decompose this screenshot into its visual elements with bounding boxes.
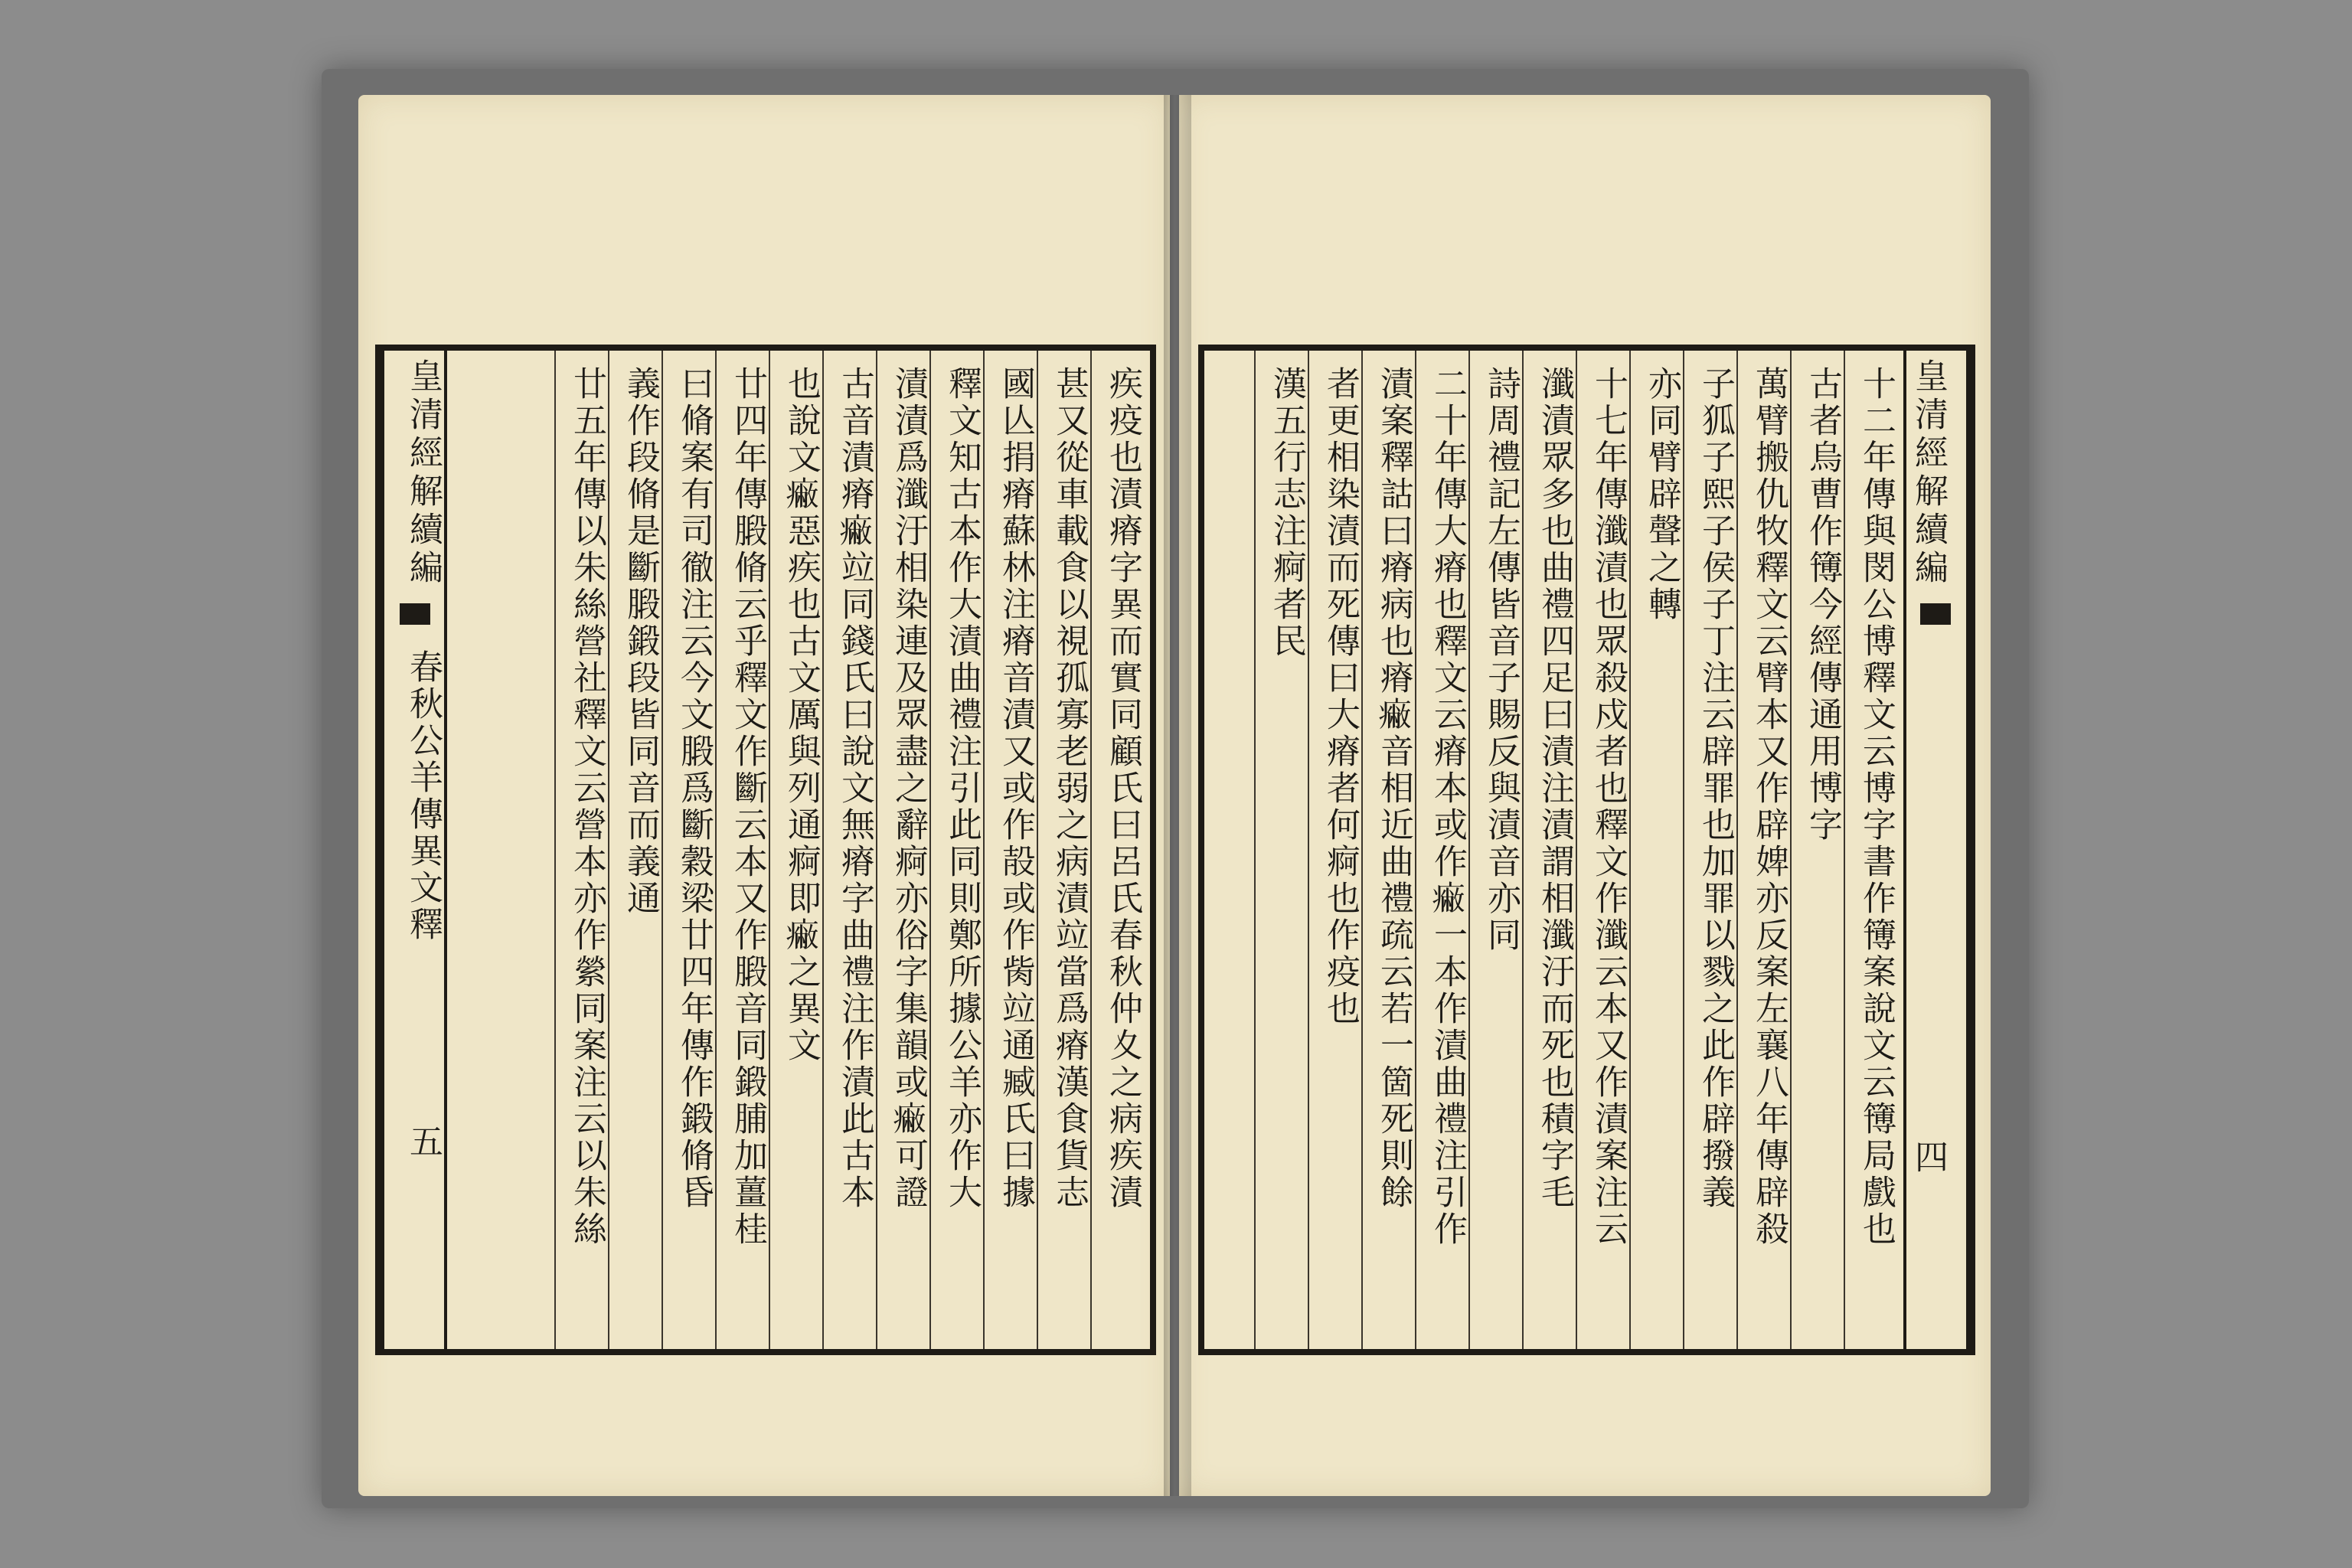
text-column: 十二年傳與閔公博釋文云博字書作簙案說文云簙局戲也 (1857, 366, 1896, 1248)
text-column: 也說文𤺓惡疾也古文厲與列通痾即𤺓之異文 (782, 366, 821, 1064)
column-rule (1037, 351, 1038, 1349)
column-rule (1736, 351, 1738, 1349)
text-column: 漬案釋詁曰瘠病也瘠𤺓音相近曲禮疏云若一箇死則餘 (1374, 366, 1413, 1211)
right-page-margin-column (1903, 351, 1969, 1349)
text-column: 甚又從車載食以視孤寡老弱之病漬竝當爲瘠漢食貨志 (1050, 366, 1089, 1211)
column-rule (1576, 351, 1577, 1349)
column-rule (1629, 351, 1631, 1349)
column-rule (1468, 351, 1470, 1349)
column-rule (822, 351, 824, 1349)
text-column: 曰脩案有司徹注云今文腶爲斷穀梁廿四年傳作鍛脩昏 (675, 366, 714, 1211)
text-column: 廿四年傳腶脩云乎釋文作斷云本又作腶音同鍛脯加薑桂 (728, 366, 767, 1248)
text-column: 十七年傳瀸漬也眾殺戍者也釋文作瀸云本又作漬案注云 (1589, 366, 1628, 1248)
column-rule (983, 351, 985, 1349)
column-rule (769, 351, 770, 1349)
column-rule (554, 351, 556, 1349)
book-gutter (1164, 95, 1191, 1496)
column-rule (608, 351, 609, 1349)
column-rule (1415, 351, 1416, 1349)
column-rule (715, 351, 717, 1349)
text-column: 國亾捐瘠蘇林注瘠音漬又或作㱿或作胔竝通臧氏曰據 (996, 366, 1035, 1211)
text-column: 疾疫也漬瘠字異而實同顧氏曰呂氏春秋仲夊之病疾漬 (1103, 366, 1142, 1211)
column-rule (1254, 351, 1256, 1349)
column-rule (1361, 351, 1363, 1349)
text-column: 萬臂搬仇牧釋文云臂本又作辟婢亦反案左襄八年傳辟殺 (1749, 366, 1788, 1248)
page-number: 五 (403, 1124, 443, 1162)
left-page-margin-column (381, 351, 447, 1349)
column-rule (1844, 351, 1845, 1349)
text-column: 亦同臂辟聲之轉 (1642, 366, 1681, 623)
text-column: 古音漬瘠𤺓竝同錢氏曰說文無瘠字曲禮注作漬此古本 (835, 366, 874, 1211)
fishtail-marker (1920, 603, 1951, 625)
column-rule (1522, 351, 1524, 1349)
text-column: 詩周禮記左傳皆音子賜反與漬音亦同 (1481, 366, 1521, 954)
text-column: 子狐子熙子侯子丁注云辟罪也加罪以戮之此作辟撥義 (1696, 366, 1735, 1211)
text-column: 二十年傳大瘠也釋文云瘠本或作𤺓一本作漬曲禮注引作 (1428, 366, 1467, 1248)
page-number: 四 (1909, 1139, 1948, 1178)
text-column: 漢五行志注痾者民 (1267, 366, 1306, 660)
text-column: 廿五年傳以朱絲營社釋文云營本亦作縈同案注云以朱絲 (567, 366, 606, 1248)
column-rule (1790, 351, 1792, 1349)
text-column: 者更相染漬而死傳曰大瘠者何痾也作疫也 (1321, 366, 1360, 1027)
column-rule (1090, 351, 1092, 1349)
fishtail-marker (400, 603, 430, 625)
column-rule (929, 351, 931, 1349)
left-page-frame (375, 345, 1156, 1355)
section-title: 春秋公羊傳異文釋 (403, 649, 443, 943)
running-title: 皇清經解續編 (1909, 358, 1948, 588)
text-column: 瀸漬眾多也曲禮四足曰漬注漬謂相瀸汙而死也積字毛 (1535, 366, 1574, 1211)
column-rule (1308, 351, 1309, 1349)
column-rule (1683, 351, 1684, 1349)
text-column: 義作段脩是斷腶鍛段皆同音而義通 (621, 366, 660, 917)
text-column: 漬漬爲瀸汙相染連及眾盡之辭痾亦俗字集韻或𤺓可證 (889, 366, 928, 1211)
text-column: 古者烏曹作簙今經傳通用博字 (1803, 366, 1842, 844)
column-rule (876, 351, 877, 1349)
text-column: 釋文知古本作大漬曲禮注引此同則鄭所據公羊亦作大 (942, 366, 982, 1211)
column-rule (662, 351, 663, 1349)
running-title: 皇清經解續編 (403, 358, 443, 588)
right-page-frame (1198, 345, 1975, 1355)
